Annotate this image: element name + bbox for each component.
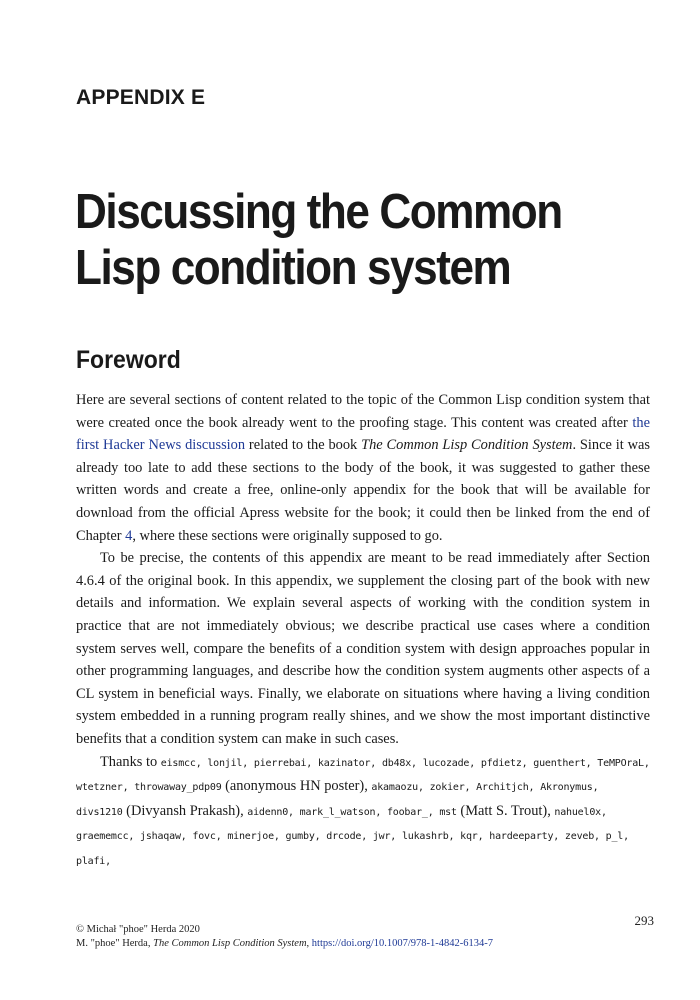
chapter-4-link[interactable]: 4 bbox=[125, 527, 133, 544]
copyright-line: © Michał "phoe" Herda 2020 bbox=[76, 924, 200, 935]
citation-line bbox=[76, 938, 493, 949]
doi-link[interactable]: https://doi.org/10.1007/978-1-4842-6134-7 bbox=[311, 938, 494, 949]
thanks-text-d: (Matt S. Trout), bbox=[456, 802, 555, 819]
thanks-names-2: akamaozu, zokier, Architjch, Akronymus, divs1210 bbox=[76, 782, 599, 818]
body-text bbox=[76, 389, 650, 873]
thanks-names-1: eismcc, lonjil, pierrebai, kazinator, db48x, lucozade, pfdietz, guenthert, TeMPOraL, wtetzner, throwaway_pdp09 bbox=[76, 757, 650, 794]
paragraph-1 bbox=[76, 389, 650, 547]
hacker-news-discussion-link[interactable]: the first Hacker News discussion bbox=[76, 414, 650, 454]
citation-author: M. "phoe" Herda, bbox=[76, 938, 154, 949]
thanks-text-a: Thanks to bbox=[100, 753, 161, 770]
thanks-names-4: nahuel0x, graememcc, jshaqaw, fovc, minerjoe, gumby, drcode, jwr, lukashrb, kqr, hardeeparty, zeveb, p_l, plafi, bbox=[76, 806, 629, 867]
page-number: 293 bbox=[634, 913, 654, 928]
thanks-names-3: aidenn0, mark_l_watson, foobar_, mst bbox=[247, 806, 457, 818]
appendix-label: APPENDIX E bbox=[76, 86, 206, 109]
citation-book-title: The Common Lisp Condition System bbox=[153, 938, 307, 949]
paragraph-1-text-c: . Since it was already too late to add these sections to the body of the book, it was suggested to gather these written words and create a free, online-only appendix for the book that will be available for download from the official Apress website for the book; it could then be linked from the end of Chapter bbox=[76, 437, 650, 544]
chapter-title bbox=[75, 184, 615, 296]
paragraph-1-text-a: Here are several sections of content related to the topic of the Common Lisp condition system that were created once the book already went to the proofing stage. This content was created after bbox=[76, 392, 650, 431]
citation-separator: , bbox=[306, 938, 312, 949]
chapter-title-line-1: Discussing the Common bbox=[75, 185, 562, 239]
thanks-text-c: (Divyansh Prakash), bbox=[122, 802, 248, 819]
paragraph-2: To be precise, the contents of this appendix are meant to be read immediately after Section 4.6.4 of the original book. In this appendix, we supplement the closing part of the book with new details and information. We explain several aspects of working with the condition system in practice that are not immediately obvious; we describe practical use cases where a condition system serves well, compare the benefits of a condition system with design approaches popular in other programming languages, and describe how the condition system augments other aspects of a CL system in beneficial ways. Finally, we elaborate on situations where having a living condition system embedded in a running program really shines, and we show the most important distinctive benefits that a condition system can make in such cases. bbox=[76, 550, 650, 747]
section-heading-foreword: Foreword bbox=[76, 346, 181, 374]
chapter-title-line-2: Lisp condition system bbox=[75, 241, 511, 295]
paragraph-1-text-d: , where these sections were originally supposed to go. bbox=[132, 527, 443, 544]
thanks-text-b: (anonymous HN poster), bbox=[221, 778, 372, 795]
book-title-italic: The Common Lisp Condition System bbox=[361, 437, 573, 454]
paragraph-1-text-b: related to the book bbox=[245, 437, 362, 454]
paragraph-3-thanks bbox=[76, 751, 650, 874]
